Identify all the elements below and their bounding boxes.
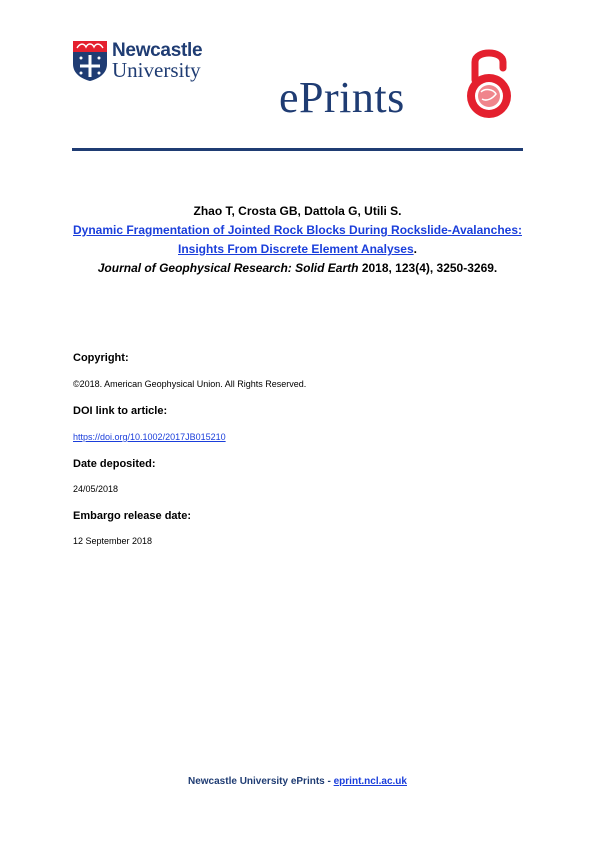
embargo-date-label: Embargo release date: [73, 510, 191, 522]
date-deposited-label: Date deposited: [73, 458, 156, 470]
footer-link[interactable]: eprint.ncl.ac.uk [333, 776, 407, 787]
university-name-line2: University [112, 58, 201, 82]
journal-reference [40, 259, 555, 278]
article-title-link-line2[interactable]: Insights From Discrete Element Analyses [178, 242, 414, 256]
doi-label: DOI link to article: [73, 405, 168, 417]
open-access-lock-icon [459, 40, 519, 120]
embargo-date-value: 12 September 2018 [73, 536, 153, 546]
footer [0, 776, 595, 787]
copyright-value: ©2018. American Geophysical Union. All Rights Reserved. [73, 379, 307, 389]
footer-text: Newcastle University ePrints - [188, 776, 334, 787]
newcastle-university-logo [72, 40, 212, 82]
copyright-label: Copyright: [73, 352, 129, 364]
date-deposited-value: 24/05/2018 [73, 484, 119, 494]
article-title-continued[interactable] [40, 240, 555, 259]
article-title-link-line1[interactable]: Dynamic Fragmentation of Jointed Rock Blocks During Rockslide-Avalanches: [73, 223, 522, 237]
doi-link[interactable]: https://doi.org/10.1002/2017JB015210 [73, 432, 226, 442]
university-name-line1: Newcastle [112, 40, 203, 61]
journal-name: Journal of Geophysical Research: Solid Earth [97, 261, 359, 275]
header-divider [72, 148, 523, 151]
journal-details: 2018, 123(4), 3250-3269. [358, 261, 498, 275]
title-period: . [413, 242, 417, 256]
university-crest-icon [72, 40, 108, 82]
authors: Zhao T, Crosta GB, Dattola G, Utili S. [193, 204, 402, 218]
article-title[interactable] [40, 221, 555, 240]
eprints-wordmark: ePrints [279, 73, 405, 122]
